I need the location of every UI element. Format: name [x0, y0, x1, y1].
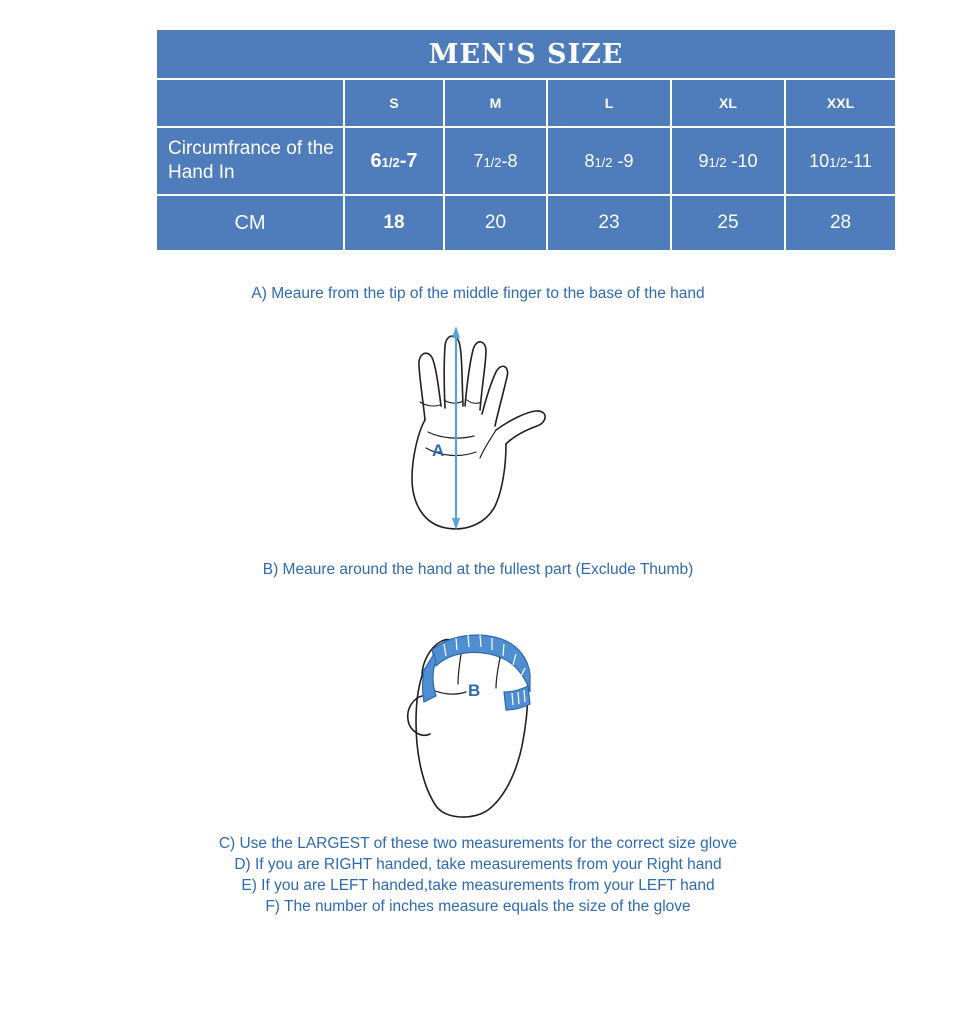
open-hand-length-diagram	[368, 308, 588, 553]
table-row	[157, 196, 895, 250]
cell-value-frac: 1/2	[483, 154, 502, 170]
cell-circumference-s	[345, 128, 443, 194]
hand-circumference-tape-diagram	[378, 592, 578, 827]
cell-circumference-xl	[672, 128, 784, 194]
cell-value-tail: -10	[726, 150, 758, 171]
cell-value-whole: 8	[584, 150, 595, 171]
cell-cm-xxl: 28	[786, 196, 895, 250]
size-chart-table	[155, 28, 897, 252]
note-f: F) The number of inches measure equals the size of the glove	[265, 898, 691, 915]
page-title: MEN'S SIZE	[157, 30, 895, 78]
cell-value-whole: 6	[370, 149, 382, 172]
note-d: D) If you are RIGHT handed, take measurements from your Right hand	[234, 856, 722, 873]
column-header-xxl: XXL	[786, 80, 895, 126]
table-corner-cell	[157, 80, 343, 126]
cell-cm-xl: 25	[672, 196, 784, 250]
column-header-s: S	[345, 80, 443, 126]
note-c: C) Use the LARGEST of these two measurements for the correct size glove	[218, 835, 738, 852]
cell-value-whole: 10	[809, 150, 830, 171]
size-chart-table-wrap	[155, 28, 875, 252]
cell-value-tail: -9	[612, 150, 634, 171]
column-header-xl: XL	[672, 80, 784, 126]
cell-value-frac: 1/2	[381, 154, 400, 170]
measurement-notes	[0, 833, 956, 917]
figure-a-label: A	[432, 441, 445, 460]
cell-cm-m: 20	[445, 196, 546, 250]
column-header-l: L	[548, 80, 670, 126]
cell-value-frac: 1/2	[829, 154, 848, 170]
caption-a: A) Meaure from the tip of the middle finger to the base of the hand	[251, 285, 705, 302]
cell-cm-s: 18	[345, 196, 443, 250]
column-header-m: M	[445, 80, 546, 126]
table-title-row	[157, 30, 895, 78]
row-label-circumference: Circumfrance of the Hand In	[157, 128, 343, 194]
cell-circumference-m	[445, 128, 546, 194]
cell-cm-l: 23	[548, 196, 670, 250]
table-header-row	[157, 80, 895, 126]
cell-value-frac: 1/2	[708, 154, 727, 170]
cell-value-whole: 7	[473, 150, 484, 171]
cell-circumference-xxl	[786, 128, 895, 194]
row-label-cm: CM	[157, 196, 343, 250]
cell-value-frac: 1/2	[594, 154, 613, 170]
cell-value-tail: -7	[399, 149, 418, 172]
caption-b: B) Meaure around the hand at the fullest part (Exclude Thumb)	[262, 561, 694, 578]
note-e: E) If you are LEFT handed,take measurements from your LEFT hand	[241, 877, 715, 894]
cell-value-tail: -11	[847, 150, 872, 171]
table-row	[157, 128, 895, 194]
cell-value-whole: 9	[698, 150, 709, 171]
figure-b-label: B	[468, 681, 481, 700]
cell-value-tail: -8	[501, 150, 518, 171]
cell-circumference-l	[548, 128, 670, 194]
